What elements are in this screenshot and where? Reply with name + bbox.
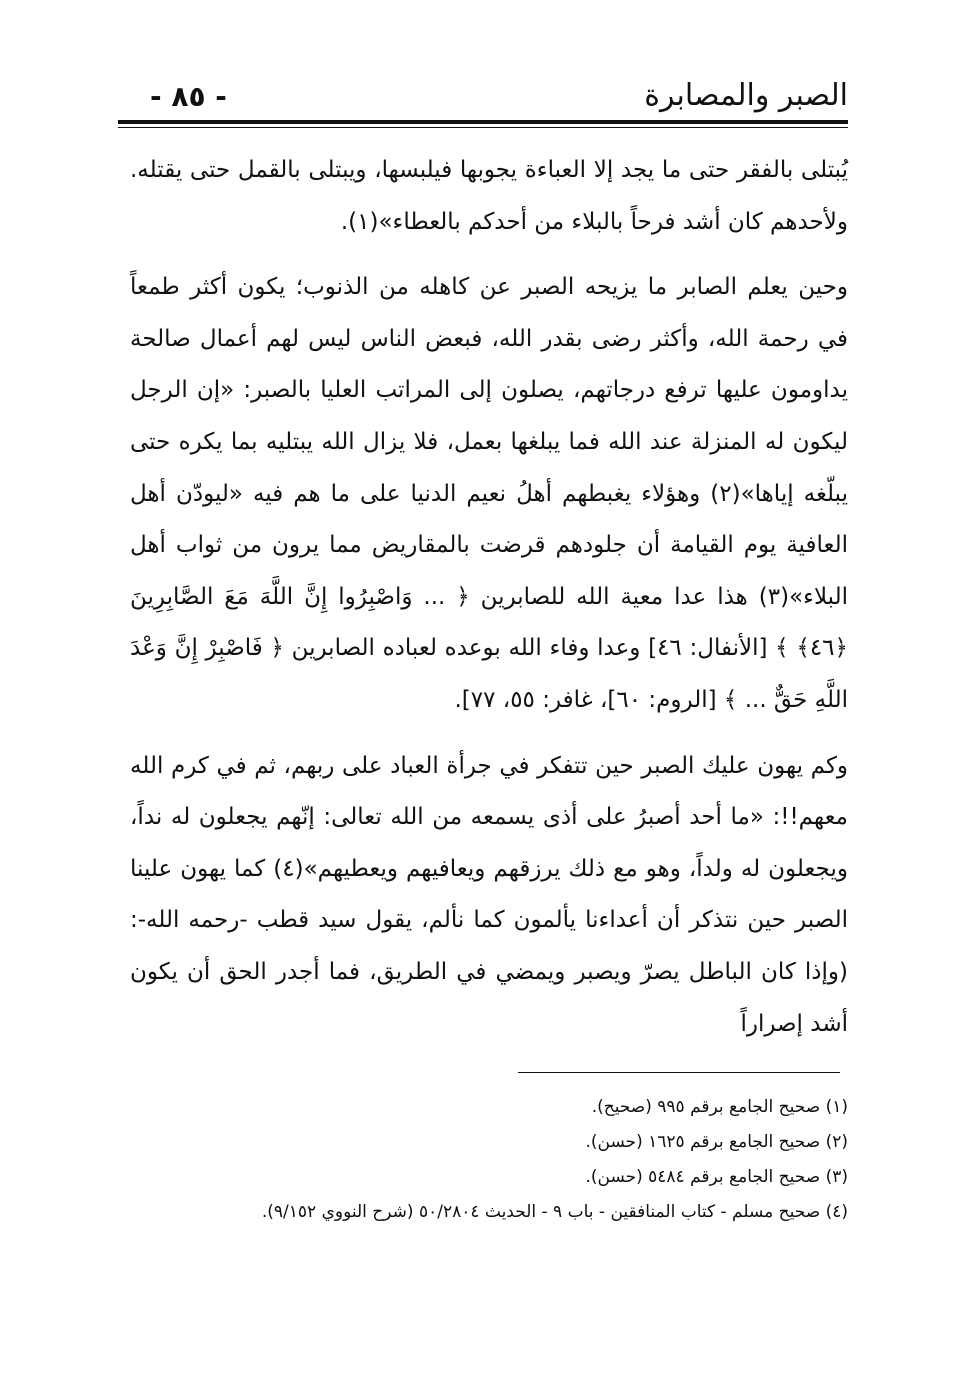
body-text [130, 145, 848, 1050]
footnotes [128, 1090, 848, 1230]
paragraph-3: وكم يهون عليك الصبر حين تتفكر في جرأة العباد على ربهم، ثم في كرم الله معهم!!: «ما أحد أصبرُ على أذى يسمعه من الله تعالى: إنّهم يجعلون له نداً، ويجعلون له ولداً، وهو مع ذلك يرزقهم ويعافيهم ويعطيهم»(٤) كما يهون علينا الصبر حين نتذكر أن أعداءنا يألمون كما نألم، يقول سيد قطب -رحمه الله-: (وإذا كان الباطل يصرّ ويصبر ويمضي في الطريق، فما أجدر الحق أن يكون أشد إصراراً [130, 752, 848, 1037]
header-rule-thin [118, 127, 848, 128]
header-rule-thick [118, 120, 848, 124]
footnote-4: (٤) صحيح مسلم - كتاب المنافقين - باب ٩ - الحديث ٥٠/٢٨٠٤ (شرح النووي ٩/١٥٢). [261, 1202, 848, 1222]
footnote-1: (١) صحيح الجامع برقم ٩٩٥ (صحيح). [591, 1097, 848, 1117]
running-title: الصبر والمصابرة [644, 78, 848, 113]
footnote-separator [518, 1072, 840, 1073]
page-number: - ٨٥ - [150, 80, 227, 113]
footnote-2: (٢) صحيح الجامع برقم ١٦٢٥ (حسن). [585, 1132, 848, 1152]
paragraph-1: يُبتلى بالفقر حتى ما يجد إلا العباءة يجوبها فيلبسها، ويبتلى بالقمل حتى يقتله. ولأحدهم كان أشد فرحاً بالبلاء من أحدكم بالعطاء»(١). [130, 157, 848, 235]
footnote-3: (٣) صحيح الجامع برقم ٥٤٨٤ (حسن). [585, 1167, 848, 1187]
paragraph-2: وحين يعلم الصابر ما يزيحه الصبر عن كاهله من الذنوب؛ يكون أكثر طمعاً في رحمة الله، وأكثر رضى بقدر الله، فبعض الناس ليس لهم أعمال صالحة يداومون عليها ترفع درجاتهم، يصلون إلى المراتب العليا بالصبر: «إن الرجل ليكون له المنزلة عند الله فما يبلغها بعمل، فلا يزال الله يبتليه بما يكره حتى يبلّغه إياها»(٢) وهؤلاء يغبطهم أهلُ نعيم الدنيا على ما هم فيه «ليودّن أهل العافية يوم القيامة أن جلودهم قرضت بالمقاريض مما يرون من ثواب أهل البلاء»(٣) هذا عدا معية الله للصابرين ﴿ ... وَاصْبِرُوا إِنَّ اللَّهَ مَعَ الصَّابِرِينَ ﴿٤٦﴾ ﴾ [الأنفال: ٤٦] وعدا وفاء الله بوعده لعباده الصابرين ﴿ فَاصْبِرْ إِنَّ وَعْدَ اللَّهِ حَقٌّ ... ﴾ [الروم: ٦٠]، غافر: ٥٥، ٧٧]. [130, 274, 849, 713]
